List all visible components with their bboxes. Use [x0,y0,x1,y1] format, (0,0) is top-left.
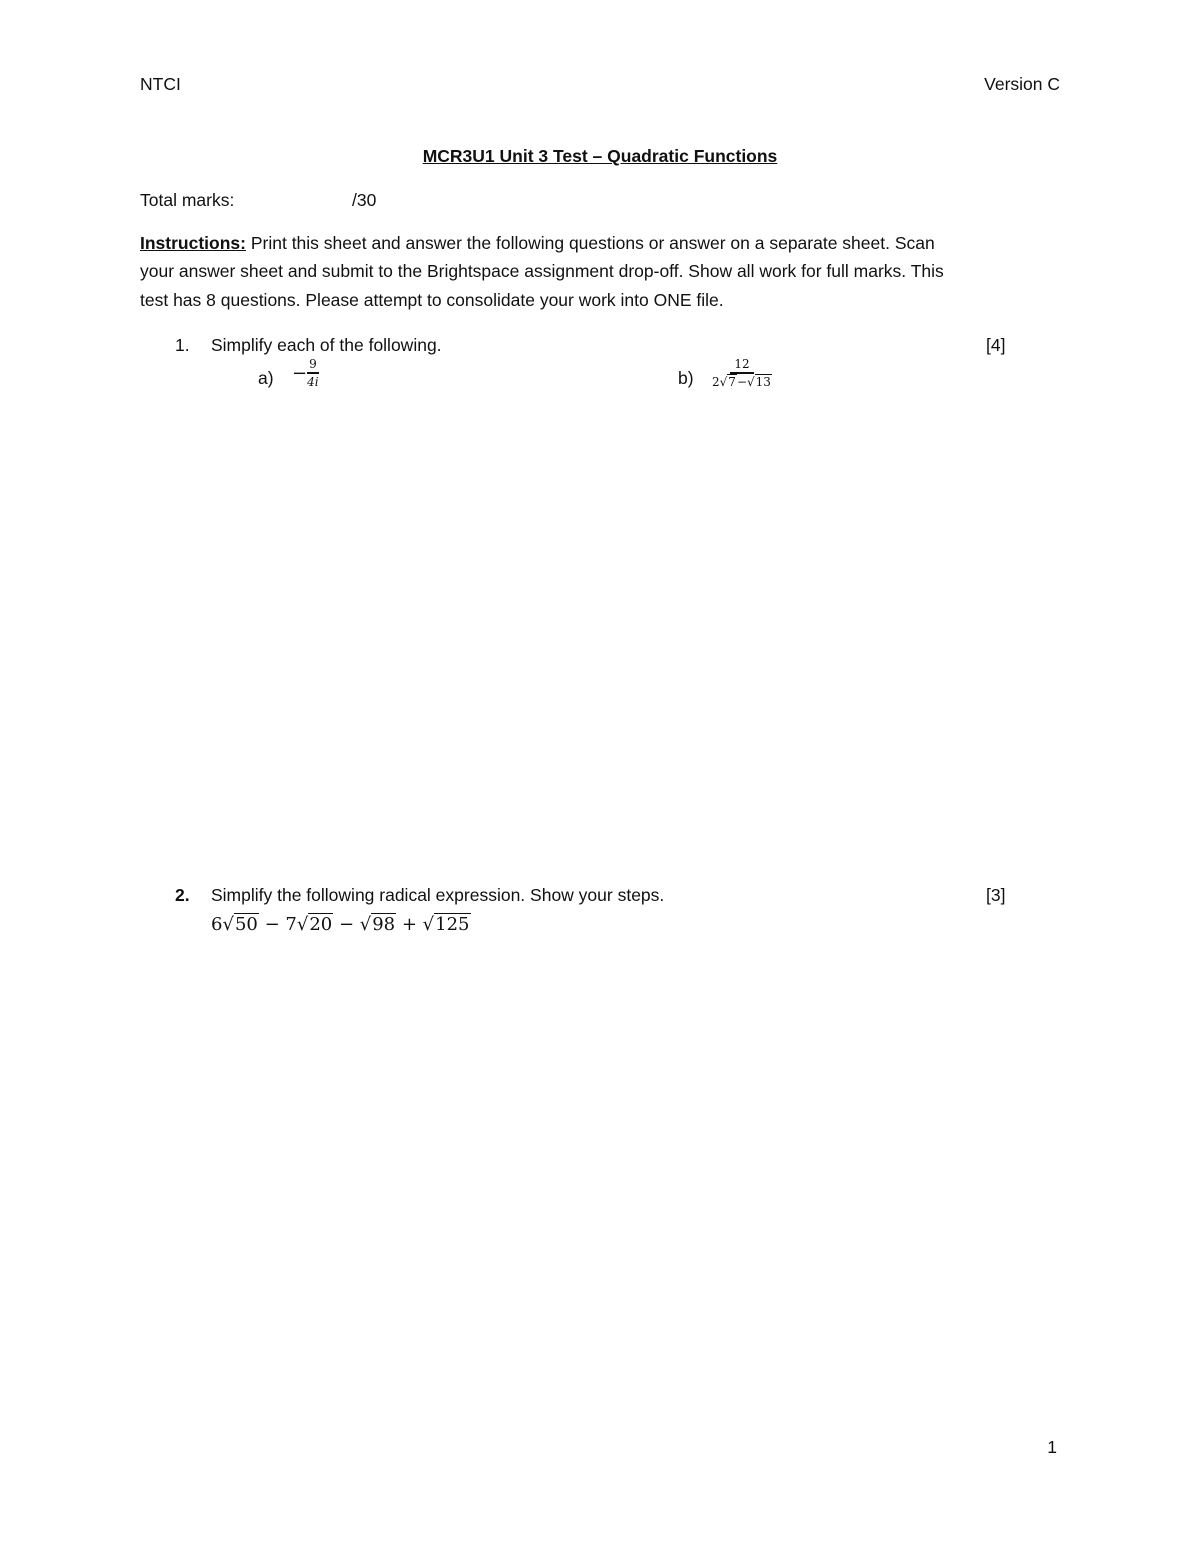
question-1-text: Simplify each of the following. [211,335,442,355]
question-1b-expression: $\frac{12}{2√7-√13}$ [712,357,771,389]
instructions-label: Instructions: [140,233,246,253]
instructions-line-3: test has 8 questions. Please attempt to consolidate your work into ONE file. [140,290,724,310]
instructions-line-2: your answer sheet and submit to the Brightspace assignment drop-off. Show all work for full marks. This [140,261,944,281]
page-number: 1 [1047,1437,1057,1457]
header-left: NTCI [140,74,181,94]
instructions-line-1: Instructions: Print this sheet and answer the following questions or answer on a separate sheet. Scan [140,233,935,253]
question-2-text: Simplify the following radical expression. Show your steps. [211,885,665,905]
question-1a-label: a) [258,368,274,388]
question-1-number: 1. [175,335,190,355]
total-marks-label: Total marks: [140,190,235,210]
question-1a-expression: − $\frac{9}{4i}$ [292,357,319,389]
question-2-marks: [3] [986,885,1006,905]
question-2-number: 2. [175,885,190,905]
question-2-expression: 6√50 − 7√20 − √98 + √125 [211,914,470,935]
header-right: Version C [984,74,1060,94]
total-marks-value: /30 [352,190,377,210]
page-title: MCR3U1 Unit 3 Test – Quadratic Functions [422,146,778,166]
question-1-marks: [4] [986,335,1006,355]
question-1b-label: b) [678,368,694,388]
